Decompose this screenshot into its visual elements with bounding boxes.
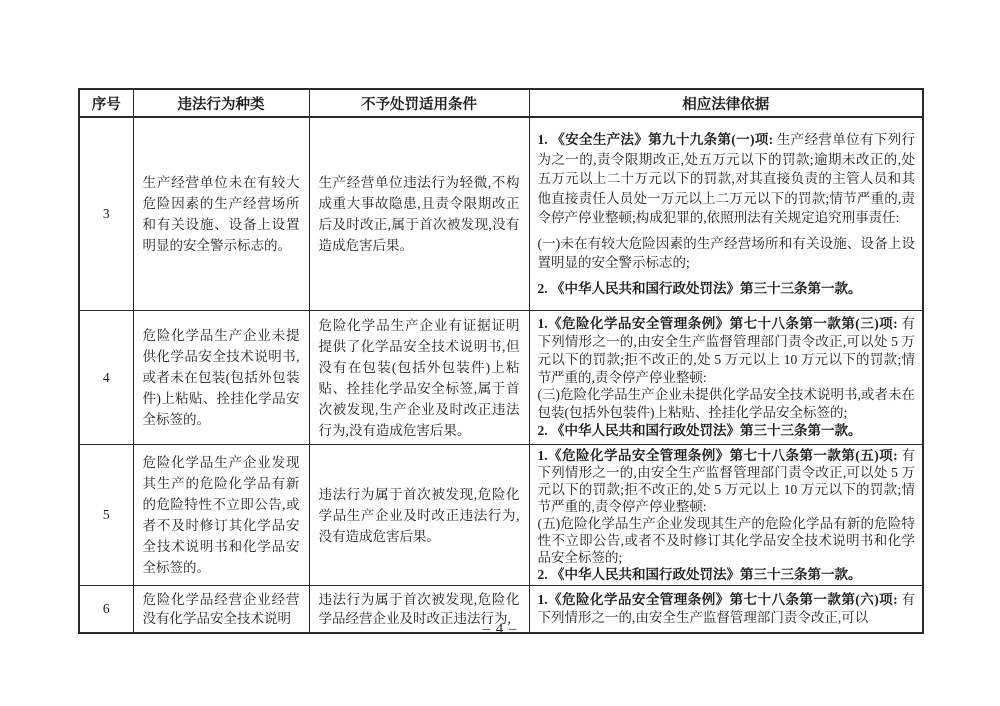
penalty-table bbox=[78, 88, 924, 634]
table-row bbox=[79, 311, 923, 445]
legal-basis-paragraph bbox=[538, 315, 916, 386]
violation-type-cell: 危险化学品生产企业发现其生产的危险化学品有新的危险特性不立即公告,或者不及时修订其化学品安全技术说明书和化学品安全标签的。 bbox=[133, 445, 309, 586]
non-penalty-condition-cell: 危险化学品生产企业有证据证明提供了化学品安全技术说明书,但没有在包装(包括外包装件)上粘贴、拴挂化学品安全标签,属于首次被发现,生产企业及时改正违法行为,没有造成危害后果。 bbox=[309, 311, 529, 445]
row-number-cell: 5 bbox=[79, 445, 133, 586]
violation-type-cell: 生产经营单位未在有较大危险因素的生产经营场所和有关设施、设备上设置明显的安全警示标志的。 bbox=[133, 117, 309, 311]
legal-basis-paragraph bbox=[538, 447, 916, 515]
violation-type-cell: 危险化学品生产企业未提供化学品安全技术说明书,或者未在包装(包括外包装件)上粘贴、拴挂化学品安全标签的。 bbox=[133, 311, 309, 445]
legal-citation-text: (五)危险化学品生产企业发现其生产的危险化学品有新的危险特性不立即公告,或者不及时修订其化学品安全技术说明书和化学品安全标签的; bbox=[537, 516, 915, 565]
non-penalty-condition-cell: 违法行为属于首次被发现,危险化学品生产企业及时改正违法行为,没有造成危害后果。 bbox=[309, 445, 529, 586]
row-number-cell: 3 bbox=[79, 117, 133, 311]
legal-citation-text: (三)危险化学品生产企业未提供化学品安全技术说明书,或者未在包装(包括外包装件)上粘贴、拴挂化学品安全标签的; bbox=[537, 387, 915, 421]
table-header bbox=[79, 89, 923, 117]
column-header-0: 序号 bbox=[79, 89, 133, 117]
legal-citation-text: 有下列情形之一的,由安全生产监督管理部门责令改正,可以处 5 万元以下的罚款;拒不改正的,处 5 万元以上 10 万元以下的罚款;情节严重的,责令停产停业整顿: bbox=[537, 448, 915, 514]
column-header-1: 违法行为种类 bbox=[133, 89, 309, 117]
legal-citation-text: 生产经营单位有下列行为之一的,责令限期改正,处五万元以下的罚款;逾期未改正的,处五万元以上二十万元以下的罚款,对其直接负责的主管人员和其他直接责任人员处一万元以上二万元以下的罚款;情节严重的,责令停产停业整顿;构成犯罪的,依照刑法有关规定追究刑事责任: bbox=[537, 132, 915, 225]
header-row bbox=[79, 89, 923, 117]
table-row bbox=[79, 445, 923, 586]
column-header-3: 相应法律依据 bbox=[529, 89, 923, 117]
legal-basis-paragraph bbox=[538, 386, 916, 422]
table-row bbox=[79, 117, 923, 311]
legal-basis-cell bbox=[529, 117, 923, 311]
legal-basis-paragraph bbox=[538, 515, 916, 566]
legal-citation-text: 有下列情形之一的,由安全生产监督管理部门责令改正,可以处 5 万元以下的罚款;拒不改正的,处 5 万元以上 10 万元以下的罚款;情节严重的,责令停产停业整顿: bbox=[537, 316, 915, 385]
legal-citation-bold: 1.《危险化学品安全管理条例》第七十八条第一款第(三)项: bbox=[537, 316, 902, 332]
legal-citation-bold: 1.《危险化学品安全管理条例》第七十八条第一款第(五)项: bbox=[537, 448, 902, 463]
legal-citation-bold: 2. 《中华人民共和国行政处罚法》第三十三条第一款。 bbox=[537, 422, 862, 438]
legal-citation-bold: 1. 《安全生产法》第九十九条第(一)项: bbox=[537, 132, 777, 147]
table-body bbox=[79, 117, 923, 633]
legal-basis-paragraph bbox=[538, 130, 916, 228]
legal-citation-bold: 2. 《中华人民共和国行政处罚法》第三十三条第一款。 bbox=[537, 280, 862, 296]
legal-basis-cell bbox=[529, 445, 923, 586]
legal-basis-paragraph bbox=[538, 234, 916, 273]
legal-basis-paragraph bbox=[538, 566, 916, 583]
legal-basis-cell bbox=[529, 311, 923, 445]
page-number: – 4 – bbox=[482, 621, 518, 637]
legal-citation-bold: 1.《危险化学品安全管理条例》第七十八条第一款第(六)项: bbox=[537, 592, 902, 607]
column-header-2: 不予处罚适用条件 bbox=[309, 89, 529, 117]
legal-citation-text: (一)未在有较大危险因素的生产经营场所和有关设施、设备上设置明显的安全警示标志的; bbox=[537, 235, 915, 270]
legal-citation-text: 有下列情形之一的,由安全生产监督管理部门责令改正,可以 bbox=[537, 592, 915, 625]
legal-basis-paragraph bbox=[538, 279, 916, 299]
legal-basis-paragraph bbox=[538, 422, 916, 440]
row-number-cell: 6 bbox=[79, 586, 133, 634]
non-penalty-condition-cell: 生产经营单位违法行为轻微,不构成重大事故隐患,且责令限期改正后及时改正,属于首次被发现,没有造成危害后果。 bbox=[309, 117, 529, 311]
violation-type-cell: 危险化学品经营企业经营没有化学品安全技术说明 bbox=[133, 586, 309, 634]
non-penalty-condition-cell: 违法行为属于首次被发现,危险化学品经营企业及时改正违法行为, bbox=[309, 586, 529, 634]
legal-citation-bold: 2. 《中华人民共和国行政处罚法》第三十三条第一款。 bbox=[537, 567, 862, 582]
row-number-cell: 4 bbox=[79, 311, 133, 445]
